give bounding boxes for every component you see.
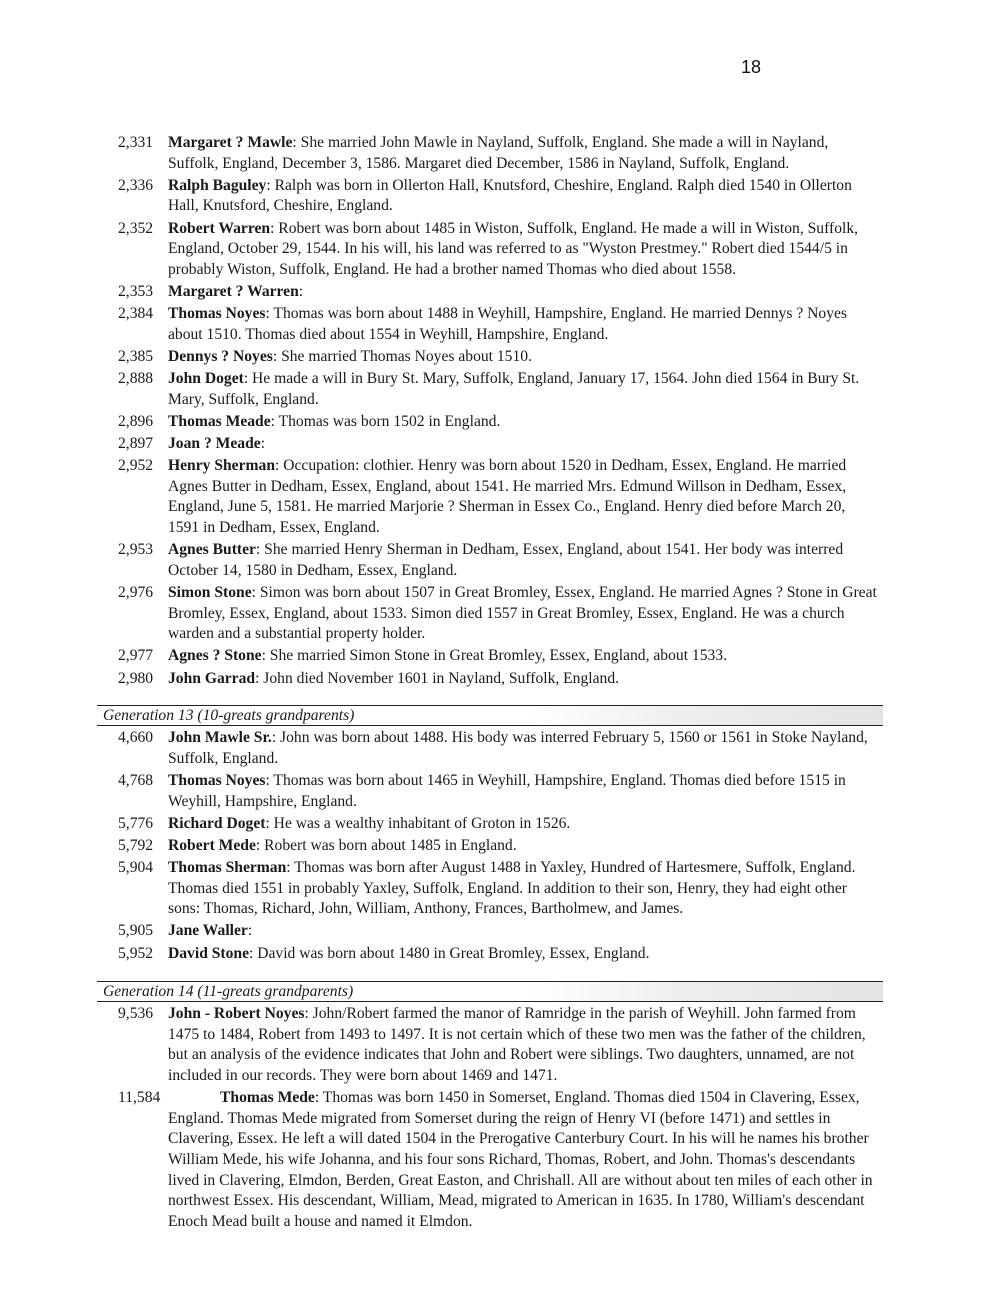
entry-body — [168, 219, 880, 281]
genealogy-entry — [0, 304, 992, 345]
genealogy-entry — [0, 1004, 992, 1086]
entry-number: 2,980 — [118, 669, 154, 687]
entry-text: : — [260, 435, 266, 453]
entry-text: : — [298, 282, 304, 300]
entry-body — [168, 921, 880, 942]
person-name: John - Robert Noyes — [168, 1005, 305, 1023]
generation-heading: Generation 14 (11-greats grandparents) — [103, 983, 354, 1001]
entry-text: : Thomas was born 1450 in Somerset, England. Thomas died 1504 in Clavering, Essex, England. Thomas Mede migrated from Somerset during the reign of Henry VI (before 1471) and settles in Clavering, Essex. He left a will dated 1504 in the Prerogative Canterbury Court. In his will he names his brother William Mede, his wife Johanna, and his four sons Richard, Thomas, Robert, and John. Thomas's descendants lived in Clavering, Elmdon, Berden, Great Easton, and Chrishall. All are without about ten miles of each other in northwest Essex. His descendant, William, Mead, migrated to American in 1635. In 1780, William's descendant Enoch Mead built a house and named it Elmdon. — [168, 1089, 873, 1230]
entry-body — [168, 646, 880, 667]
generation-13-header — [97, 705, 883, 726]
entry-number: 5,904 — [118, 859, 154, 877]
genealogy-entry — [0, 728, 992, 769]
person-name: Thomas Sherman — [168, 859, 287, 877]
entries-section-c — [0, 1004, 992, 1232]
person-name: Thomas Meade — [168, 412, 271, 430]
entry-text: : Thomas was born after August 1488 in Yaxley, Hundred of Hartesmere, Suffolk, England. Thomas died 1551 in probably Yaxley, Suffolk, England. In addition to their son, Henry, they had eight other sons: Thomas, Richard, John, William, Anthony, Frances, Bartholmew, and James. — [168, 859, 856, 918]
person-name: Simon Stone — [168, 584, 252, 601]
genealogy-entry — [0, 347, 992, 368]
entry-text: : John/Robert farmed the manor of Ramridge in the parish of Weyhill. John farmed from 1475 to 1484, Robert from 1493 to 1497. It is not certain which of these two men was the father of the children, but an analysis of the evidence indicates that John and Robert were siblings. Two daughters, unnamed, are not included in our records. They were born about 1469 and 1471. — [168, 1005, 866, 1085]
genealogy-entry — [0, 583, 992, 645]
genealogy-entry — [0, 858, 992, 920]
entry-number: 2,897 — [118, 435, 154, 453]
entry-text: : She married Thomas Noyes about 1510. — [272, 347, 532, 365]
entry-number: 2,336 — [118, 176, 154, 194]
entry-text: : She married Simon Stone in Great Bromley, Essex, England, about 1533. — [261, 647, 728, 665]
genealogy-entry — [0, 133, 992, 174]
person-name: Agnes Butter — [168, 541, 256, 559]
entry-body — [168, 944, 880, 965]
entry-body — [168, 282, 880, 303]
person-name: Richard Doget — [168, 814, 266, 832]
entry-number: 2,385 — [118, 347, 154, 365]
entry-text: : He made a will in Bury St. Mary, Suffolk, England, January 17, 1564. John died 1564 in Bury St. Mary, Suffolk, England. — [168, 370, 860, 408]
entry-body — [168, 771, 880, 812]
entry-number: 2,331 — [118, 134, 154, 151]
entry-number: 5,905 — [118, 922, 154, 940]
entry-text: : She married John Mawle in Nayland, Suffolk, England. She made a will in Nayland, Suffolk, England, December 3, 1586. Margaret died December, 1586 in Nayland, Suffolk, England. — [168, 134, 829, 172]
person-name: Jane Waller — [168, 922, 248, 940]
person-name: Dennys ? Noyes — [168, 347, 273, 365]
entry-text: : Thomas was born about 1488 in Weyhill, Hampshire, England. He married Dennys ? Noyes about 1510. Thomas died about 1554 in Weyhill, Hampshire, England. — [168, 305, 847, 343]
person-name: Margaret ? Mawle — [168, 134, 293, 151]
genealogy-entry — [0, 282, 992, 303]
entries-section-b — [0, 728, 992, 964]
person-name: Thomas Noyes — [168, 305, 266, 323]
entry-text: : She married Henry Sherman in Dedham, Essex, England, about 1541. Her body was interred October 14, 1580 in Dedham, Essex, England. — [168, 541, 844, 579]
person-name: John Garrad — [168, 669, 256, 687]
person-name: Agnes ? Stone — [168, 647, 262, 665]
entry-body — [168, 176, 880, 217]
entry-text: : Simon was born about 1507 in Great Bromley, Essex, England. He married Agnes ? Stone in Great Bromley, Essex, England, about 1533. Simon died 1557 in Great Bromley, Essex, England. He was a church warden and a substantial property holder. — [168, 584, 877, 643]
person-name: John Doget — [168, 370, 244, 388]
entry-number: 2,977 — [118, 647, 154, 665]
person-name: Joan ? Meade — [168, 435, 261, 453]
entry-text: : — [247, 922, 253, 940]
entry-text: : Robert was born about 1485 in England. — [255, 836, 517, 854]
entry-body — [168, 412, 880, 433]
entry-number: 11,584 — [118, 1089, 161, 1107]
entry-text: : Occupation: clothier. Henry was born about 1520 in Dedham, Essex, England. He married Agnes Butter in Dedham, Essex, England, about 1541. He married Mrs. Edmund Willson in Dedham, Essex, England, June 5, 1581. He married Marjorie ? Sherman in Essex Co., England. Henry died before March 20, 1591 in Dedham, Essex, England. — [168, 457, 847, 537]
entry-body — [168, 1088, 880, 1232]
entry-number: 5,792 — [118, 836, 154, 854]
entry-number: 2,384 — [118, 305, 154, 323]
entry-body — [168, 583, 880, 645]
entry-text: : He was a wealthy inhabitant of Groton in 1526. — [265, 814, 571, 832]
person-name: Henry Sherman — [168, 457, 275, 475]
genealogy-entry — [0, 921, 992, 942]
entry-number: 2,976 — [118, 584, 154, 601]
person-name: Thomas Mede — [220, 1089, 315, 1107]
entry-text: : Robert was born about 1485 in Wiston, Suffolk, England. He made a will in Wiston, Suffolk, England, October 29, 1544. In his will, his land was referred to as "Wyston Prestmey." Robert died 1544/5 in probably Wiston, Suffolk, England. He had a brother named Thomas who died about 1558. — [168, 219, 859, 278]
entry-text: : Thomas was born about 1465 in Weyhill, Hampshire, England. Thomas died before 1515 in Weyhill, Hampshire, England. — [168, 771, 846, 810]
genealogy-entry — [0, 814, 992, 835]
entry-number: 9,536 — [118, 1005, 154, 1023]
person-name: Robert Warren — [168, 219, 271, 237]
entry-number: 2,953 — [118, 541, 154, 559]
entry-number: 2,896 — [118, 412, 154, 430]
entry-number: 2,952 — [118, 457, 154, 475]
genealogy-entry — [0, 434, 992, 455]
genealogy-entry — [0, 412, 992, 433]
generation-14-header — [97, 981, 883, 1002]
entry-number: 4,768 — [118, 771, 154, 789]
entries-section-a — [0, 133, 992, 689]
entry-body — [168, 434, 880, 455]
genealogy-entry — [0, 369, 992, 410]
generation-heading: Generation 13 (10-greats grandparents) — [103, 707, 355, 725]
entry-body — [168, 133, 880, 174]
entry-body — [168, 540, 880, 581]
entry-body — [168, 369, 880, 410]
person-name: David Stone — [168, 944, 250, 962]
genealogy-entry — [0, 219, 992, 281]
entry-text: : John died November 1601 in Nayland, Suffolk, England. — [255, 669, 620, 687]
entry-number: 4,660 — [118, 729, 154, 747]
genealogy-entry — [0, 540, 992, 581]
entry-number: 5,776 — [118, 814, 154, 832]
entry-body — [168, 836, 880, 857]
genealogy-entry — [0, 944, 992, 965]
genealogy-entry — [0, 1088, 992, 1232]
genealogy-entry — [0, 456, 992, 538]
entry-number: 2,888 — [118, 370, 154, 388]
person-name: Robert Mede — [168, 836, 256, 854]
person-name: Thomas Noyes — [168, 771, 266, 789]
entry-body — [168, 456, 880, 538]
entry-text: : David was born about 1480 in Great Bromley, Essex, England. — [249, 944, 650, 962]
entry-body — [168, 304, 880, 345]
person-name: Ralph Baguley — [168, 176, 267, 194]
entry-number: 2,353 — [118, 282, 154, 300]
person-name: Margaret ? Warren — [168, 282, 299, 300]
genealogy-entry — [0, 646, 992, 667]
entry-text: : Ralph was born in Ollerton Hall, Knutsford, Cheshire, England. Ralph died 1540 in Ollerton Hall, Knutsford, Cheshire, England. — [168, 176, 852, 215]
genealogy-entry — [0, 669, 992, 690]
entry-body — [168, 858, 880, 920]
entry-text: : John was born about 1488. His body was interred February 5, 1560 or 1561 in Stoke Nayland, Suffolk, England. — [168, 729, 868, 767]
entry-text: : Thomas was born 1502 in England. — [270, 412, 501, 430]
entry-number: 2,352 — [118, 219, 154, 237]
entry-body — [168, 728, 880, 769]
genealogy-entry — [0, 771, 992, 812]
page-content — [0, 133, 992, 1234]
genealogy-entry — [0, 176, 992, 217]
page-number: 18 — [741, 57, 762, 77]
genealogy-entry — [0, 836, 992, 857]
entry-body — [168, 814, 880, 835]
entry-body — [168, 347, 880, 368]
entry-body — [168, 669, 880, 690]
entry-number: 5,952 — [118, 944, 154, 962]
person-name: John Mawle Sr. — [168, 729, 272, 747]
entry-body — [168, 1004, 880, 1086]
